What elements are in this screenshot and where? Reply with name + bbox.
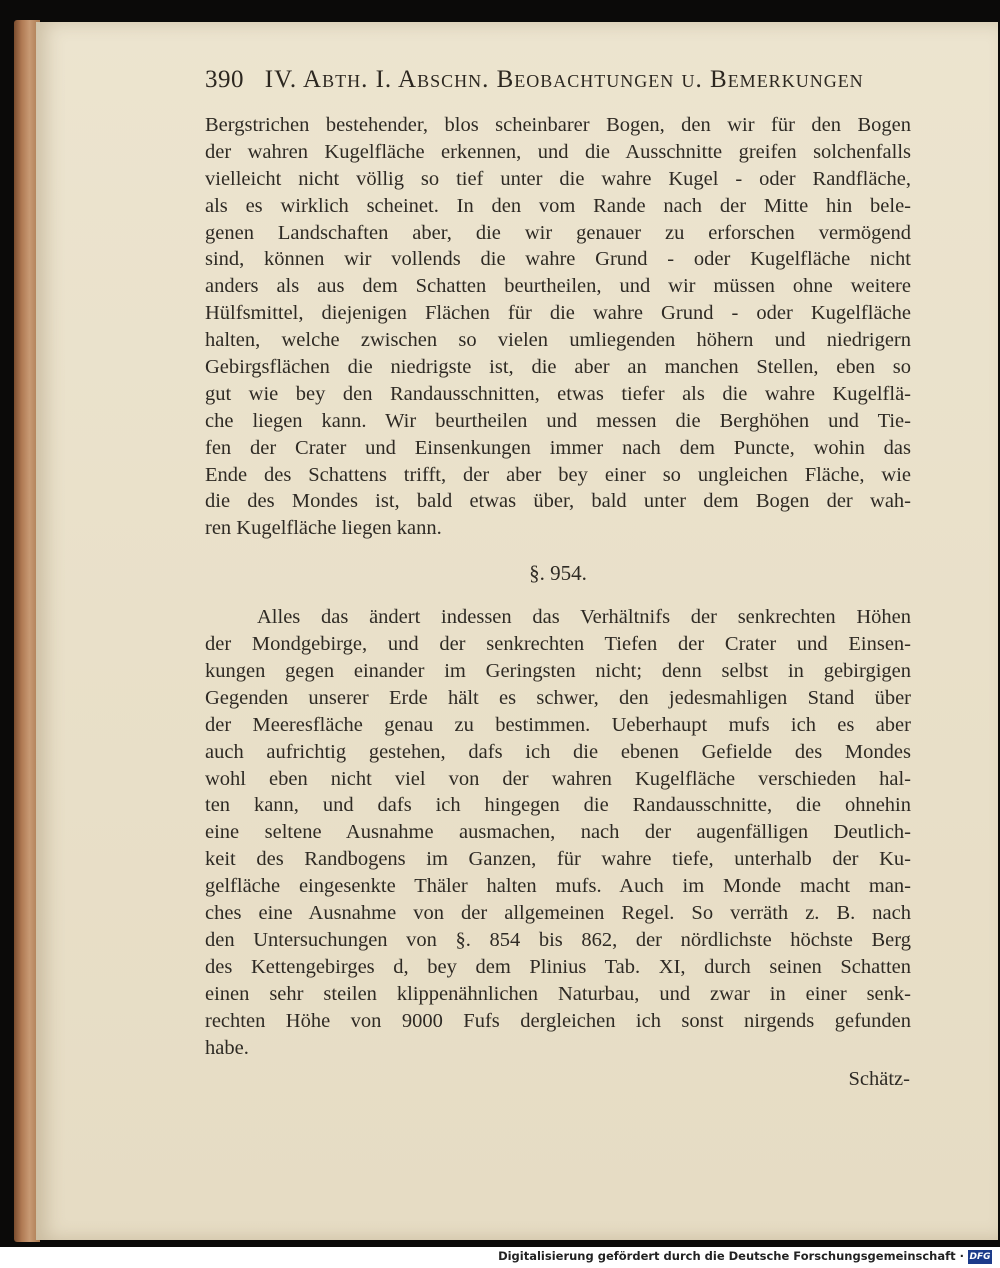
- text-line: Bergstrichen bestehender, blos scheinbarer Bogen, den wir für den Bogen: [205, 114, 911, 136]
- text-line: habe.: [205, 1036, 249, 1059]
- paragraph-2: [205, 604, 911, 1061]
- text-line: ten kann, und dafs ich hingegen die Randausschnitte, die ohnehin: [205, 794, 911, 817]
- paragraph-1: [205, 112, 911, 542]
- text-line: Ende des Schattens trifft, der aber bey einer so ungleichen Fläche, wie: [205, 463, 911, 486]
- text-line: che liegen kann. Wir beurtheilen und messen die Berghöhen und Tie-: [205, 409, 911, 432]
- text-line: der Mondgebirge, und der senkrechten Tiefen der Crater und Einsen-: [205, 633, 911, 656]
- text-line: die des Mondes ist, bald etwas über, bald unter dem Bogen der wah-: [205, 490, 911, 513]
- text-line: Hülfsmittel, diejenigen Flächen für die wahre Grund - oder Kugelfläche: [205, 302, 911, 325]
- text-line: gut wie bey den Randausschnitten, etwas tiefer als die wahre Kugelflä-: [205, 382, 911, 405]
- text-line: der wahren Kugelfläche erkennen, und die Ausschnitte greifen solchenfalls: [205, 140, 911, 163]
- text-line: genen Landschaften aber, die wir genauer zu erforschen vermögend: [205, 221, 911, 244]
- running-head: [205, 66, 905, 100]
- text-line: als es wirklich scheinet. In den vom Rande nach der Mitte hin bele-: [205, 194, 911, 217]
- text-line: kungen gegen einander im Geringsten nicht; denn selbst in gebirgigen: [205, 660, 911, 683]
- text-line: auch aufrichtig gestehen, dafs ich die ebenen Gefielde des Mondes: [205, 740, 911, 763]
- text-line: Gebirgsflächen die niedrigste ist, die aber an manchen Stellen, eben so: [205, 356, 911, 379]
- footer-credit: Digitalisierung gefördert durch die Deutsche Forschungsgemeinschaft ·: [498, 1249, 964, 1263]
- text-line: der Meeresfläche genau zu bestimmen. Ueberhaupt mufs ich es aber: [205, 713, 911, 736]
- text-line: gelfläche eingesenkte Thäler halten mufs. Auch im Monde macht man-: [205, 875, 911, 898]
- text-line: keit des Randbogens im Ganzen, für wahre tiefe, unterhalb der Ku-: [205, 848, 911, 871]
- running-head-title: IV. Abth. I. Abschn. Beobachtungen u. Bemerkungen: [264, 66, 864, 93]
- text-line: des Kettengebirges d, bey dem Plinius Tab. XI, durch seinen Schatten: [205, 955, 911, 978]
- page-number: 390: [205, 66, 244, 93]
- dfg-logo: DFG: [969, 1252, 991, 1262]
- text-line: einen sehr steilen klippenähnlichen Naturbau, und zwar in einer senk-: [205, 982, 911, 1005]
- text-line: den Untersuchungen von §. 854 bis 862, der nördlichste höchste Berg: [205, 928, 911, 951]
- text-line: sind, können wir vollends die wahre Grund - oder Kugelfläche nicht: [205, 248, 911, 271]
- page-text: [205, 112, 911, 1061]
- text-line: vielleicht nicht völlig so tief unter die wahre Kugel - oder Randfläche,: [205, 167, 911, 190]
- text-line: eine seltene Ausnahme ausmachen, nach der augenfälligen Deutlich-: [205, 821, 911, 844]
- text-line: anders als aus dem Schatten beurtheilen, und wir müssen ohne weitere: [205, 275, 911, 298]
- text-line: ren Kugelfläche liegen kann.: [205, 517, 442, 540]
- section-heading: §. 954.: [529, 561, 587, 586]
- catchword: Schätz-: [848, 1068, 910, 1090]
- text-line: rechten Höhe von 9000 Fufs dergleichen ich sonst nirgends gefunden: [205, 1009, 911, 1032]
- text-line: Alles das ändert indessen das Verhältnifs der senkrechten Höhen: [257, 606, 911, 629]
- text-line: Gegenden unserer Erde hält es schwer, den jedesmahligen Stand über: [205, 686, 911, 709]
- text-line: wohl eben nicht viel von der wahren Kugelfläche verschieden hal-: [205, 767, 911, 790]
- text-line: fen der Crater und Einsenkungen immer nach dem Puncte, wohin das: [205, 436, 911, 459]
- text-line: halten, welche zwischen so vielen umliegenden höhern und niedrigern: [205, 329, 911, 352]
- text-line: ches eine Ausnahme von der allgemeinen Regel. So verräth z. B. nach: [205, 902, 911, 925]
